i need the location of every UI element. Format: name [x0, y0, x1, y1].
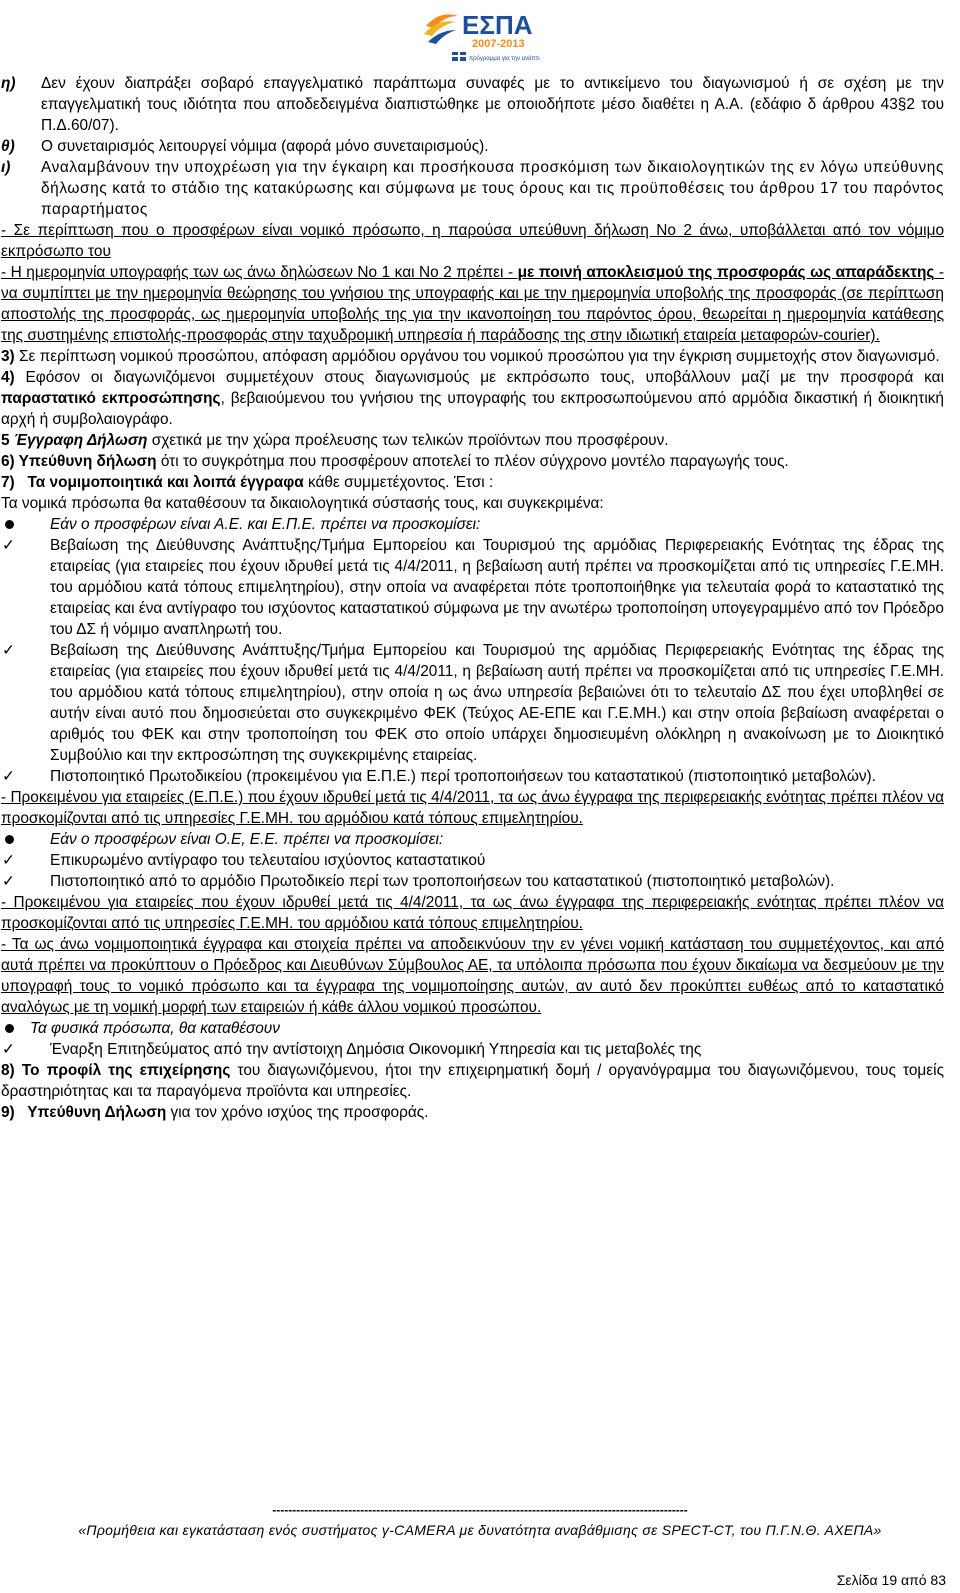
paragraph-number: 8) — [1, 1062, 15, 1079]
paragraph-bold: Τα νομιμοποιητικά και λοιπά έγγραφα — [14, 474, 304, 491]
paragraph-3 — [1, 346, 944, 367]
paragraph-bold: Έγγραφη Δήλωση — [9, 432, 148, 449]
check-item — [1, 535, 944, 640]
bullet-text: Εάν ο προσφέρων είναι Ο.Ε, Ε.Ε. πρέπει να προσκομίσει: — [50, 831, 444, 848]
check-text: Έναρξη Επιτηδεύματος από την αντίστοιχη Δημόσια Οικονομική Υπηρεσία και τις μεταβολές της — [50, 1041, 702, 1058]
checkmark-icon: ✓ — [2, 873, 15, 890]
svg-text:2007-2013: 2007-2013 — [472, 38, 525, 50]
checkmark-icon: ✓ — [2, 852, 15, 869]
paragraph-number: 6) — [1, 453, 15, 470]
check-text: Πιστοποιητικό από το αρμόδιο Πρωτοδικείο περί των τροποποιήσεων του καταστατικού (πιστοποιητικό μεταβολών). — [50, 873, 835, 890]
svg-text:ΕΣΠΑ: ΕΣΠΑ — [462, 10, 533, 40]
page-number: Σελίδα 19 από 83 — [836, 1572, 946, 1588]
paragraph-text: Σε περίπτωση νομικού προσώπου, απόφαση αρμόδιου οργάνου του νομικού προσώπου για την έγκριση συμμετοχής στον διαγωνισμό. — [14, 348, 940, 365]
paragraph-number: 3) — [1, 348, 15, 365]
paragraph-text: για τον χρόνο ισχύος της προσφοράς. — [166, 1104, 429, 1121]
note-signature-date — [1, 262, 944, 346]
item-label: η) — [1, 75, 16, 92]
espa-logo — [422, 4, 540, 64]
footer-title: «Προμήθεια και εγκατάσταση ενός συστήματος γ-CAMERA με δυνατότητα αναβάθμισης σε SPECT-CT, του Π.Γ.Ν.Θ. ΑΧΕΠΑ» — [78, 1522, 882, 1538]
paragraph-9 — [1, 1102, 944, 1123]
bullet-item — [1, 514, 944, 535]
bullet-text: Τα φυσικά πρόσωπα, θα καταθέσουν — [30, 1020, 280, 1037]
svg-text:πρόγραμμα για την ανάπτυξη: πρόγραμμα για την ανάπτυξη — [469, 56, 540, 62]
note-bold: με ποινή αποκλεισμού της προσφοράς ως απαράδεκτης — [517, 264, 935, 281]
paragraph-bold: Το προφίλ της επιχείρησης — [14, 1062, 231, 1079]
check-item — [1, 1039, 944, 1060]
note-post: - να συμπίπτει με την ημερομηνία θεώρησης του γνήσιου της υπογραφής και με την ημερομηνία υποβολής της προσφοράς (σε περίπτωση αποστολής της προσφοράς, ως ημερομηνία υποβολής της για την ικανοποίηση του παρόντος όρου, θεωρείται η ημερομηνία κατάθεσης της συστημένης επιστολής-προσφοράς στην ταχυδρομική υπηρεσία ή παράδοσης της στην ιδιωτική εταιρεία μεταφορών-courier). — [1, 264, 945, 344]
check-item — [1, 871, 944, 892]
check-text: Βεβαίωση της Διεύθυνσης Ανάπτυξης/Τμήμα Εμπορείου και Τουρισμού της αρμόδιας Περιφερειακής Ενότητας της έδρας της εταιρείας (για εταιρείες που έχουν ιδρυθεί μετά τις 4/4/2011, η βεβαίωση αυτή πρέπει να προσκομίζεται από τις υπηρεσίες Γ.Ε.ΜΗ. του αρμόδιου κατά τόπους επιμελητηρίου), στην οποία η ως άνω υπηρεσία βεβαιώνει ότι το τελευταίο ΔΣ που έχει υποβληθεί σε αυτήν είναι αυτό που δημοσιεύεται στο συγκεκριμένο ΦΕΚ (Τεύχος ΑΕ-ΕΠΕ και Γ.Ε.ΜΗ.) και στην οποία βεβαίωση αναφέρεται ο αριθμός του ΦΕΚ και στην τροποποίηση του ΦΕΚ στο οποίο υπάρχει δημοσιευμένη ολόκληρη η ανακοίνωση με το Διοικητικό Συμβούλιο και την εκπροσώπηση της συγκεκριμένης εταιρείας. — [50, 642, 944, 764]
note-oe: - Προκειμένου για εταιρείες που έχουν ιδρυθεί μετά τις 4/4/2011, τα ως άνω έγγραφα της περιφερειακής ενότητας πρέπει πλέον να προσκομίζονται από τις υπηρεσίες Γ.Ε.ΜΗ. του αρμόδιου κατά τόπους επιμελητηρίου. — [1, 894, 944, 932]
paragraph-text: του διαγωνιζόμενου, ήτοι την επιχειρηματική δομή / οργανόγραμμα του διαγωνιζόμενου, τους τομείς δραστηριότητας και τα παραγόμενα προϊόντα και υπηρεσίες. — [1, 1062, 944, 1100]
item-text: Ο συνεταιρισμός λειτουργεί νόμιμα (αφορά μόνο συνεταιρισμούς). — [41, 138, 489, 155]
check-item — [1, 766, 944, 787]
paragraph-text: ότι το συγκρότημα που προσφέρουν αποτελεί το πλέον σύγχρονο μοντέλο παραγωγής τους. — [156, 453, 789, 470]
paragraph-5 — [1, 430, 944, 451]
paragraph-7 — [1, 472, 944, 493]
paragraph-7-intro: Τα νομικά πρόσωπα θα καταθέσουν τα δικαιολογητικά σύστασής τους, και συγκεκριμένα: — [1, 495, 604, 512]
bullet-dot-icon — [1, 829, 50, 850]
check-item — [1, 850, 944, 871]
note-pre: - Η ημερομηνία υπογραφής των ως άνω δηλώσεων Νο 1 και Νο 2 πρέπει - — [1, 264, 518, 281]
paragraph-8 — [1, 1060, 944, 1102]
paragraph-text: Εφόσον οι διαγωνιζόμενοι συμμετέχουν στους διαγωνισμούς με εκπρόσωπο τους, υποβάλλουν μαζί με την προσφορά και — [14, 369, 944, 386]
checkmark-icon: ✓ — [2, 537, 15, 554]
paragraph-number: 4) — [1, 369, 15, 386]
paragraph-number: 7) — [1, 474, 15, 491]
paragraph-bold: Υπεύθυνη δήλωση — [14, 453, 157, 470]
paragraph-bold: παραστατικό εκπροσώπησης — [1, 390, 221, 407]
footer-rule: -------------------------------------------------------------------------------------------------------- — [272, 1503, 688, 1517]
paragraph-6 — [1, 451, 944, 472]
item-text: Δεν έχουν διαπράξει σοβαρό επαγγελματικό παράπτωμα συναφές με το αντικείμενο του διαγωνισμού ή σε σχέση με την επαγγελματική τους ιδιότητα που αποδεδειγμένα διαπιστώθηκε με οποιοδήποτε μέσο διαθέτει η Α.Α. (εδάφιο δ άρθρου 43§2 του Π.Δ.60/07). — [41, 75, 944, 134]
checkmark-icon: ✓ — [2, 768, 15, 785]
list-item-theta — [1, 136, 944, 157]
bullet-item — [1, 1018, 944, 1039]
check-text: Βεβαίωση της Διεύθυνσης Ανάπτυξης/Τμήμα Εμπορείου και Τουρισμού της αρμόδιας Περιφερειακής Ενότητας της έδρας της εταιρείας (για εταιρείες που έχουν ιδρυθεί μετά τις 4/4/2011, η βεβαίωση αυτή πρέπει να προσκομίζεται από τις υπηρεσίες Γ.Ε.ΜΗ. του αρμόδιου κατά τόπους επιμελητηρίου), στην οποία να αναφέρεται πότε τροποποιήθηκε για τελευταία φορά το καταστατικό της εταιρείας και ένα αντίγραφο του ισχύοντος καταστατικού σύμφωνα με την ανωτέρω τροποποίηση υπογεγραμμένο από τον Πρόεδρο του ΔΣ ή νόμιμο αναπληρωτή του. — [50, 537, 944, 638]
paragraph-text: σχετικά με την χώρα προέλευσης των τελικών προϊόντων που προσφέρουν. — [147, 432, 669, 449]
paragraph-text: , βεβαιούμενου του γνήσιου της υπογραφής του εκπροσωπούμενου από αρμόδια δικαστική ή διοικητική αρχή ή συμβολαιογράφο. — [1, 390, 944, 428]
check-item — [1, 640, 944, 766]
checkmark-icon: ✓ — [2, 1041, 15, 1058]
check-text: Επικυρωμένο αντίγραφο του τελευταίου ισχύοντος καταστατικού — [50, 852, 486, 869]
bullet-item — [1, 829, 944, 850]
paragraph-number: 9) — [1, 1104, 15, 1121]
paragraph-4 — [1, 367, 944, 430]
paragraph-number: 5 — [1, 432, 10, 449]
bullet-dot-icon — [1, 514, 50, 535]
paragraph-bold: Υπεύθυνη Δήλωση — [14, 1104, 167, 1121]
item-text: Αναλαμβάνουν την υποχρέωση για την έγκαιρη και προσήκουσα προσκόμιση των δικαιολογητικών της εν λόγω υπεύθυνης δήλωσης κατά το στάδιο της κατακύρωσης και σύμφωνα με τους όρους και τις προϋποθέσεις του άρθρου 17 του παρόντος παραρτήματος — [41, 159, 944, 218]
item-label: θ) — [1, 138, 15, 155]
note-legal-entity: - Σε περίπτωση που ο προσφέρων είναι νομικό πρόσωπο, η παρούσα υπεύθυνη δήλωση Νο 2 άνω, υποβάλλεται από τον νόμιμο εκπρόσωπο του — [1, 222, 944, 260]
paragraph-text: κάθε συμμετέχοντος. Έτσι : — [303, 474, 494, 491]
list-item-eta — [1, 73, 944, 136]
check-text: Πιστοποιητικό Πρωτοδικείου (προκειμένου για Ε.Π.Ε.) περί τροποποιήσεων του καταστατικού (πιστοποιητικό μεταβολών). — [50, 768, 876, 785]
checkmark-icon: ✓ — [2, 642, 15, 659]
note-legitimation: - Τα ως άνω νομιμοποιητικά έγγραφα και στοιχεία πρέπει να αποδεικνύουν την εν γένει νομική κατάσταση του συμμετέχοντος, και από αυτά πρέπει να προκύπτουν ο Πρόεδρος και Διευθύνων Σύμβουλος ΑΕ, τα υπόλοιπα πρόσωπα που έχουν δικαίωμα να δεσμεύουν με την υπογραφή τους το νομικό πρόσωπο και τα έγγραφα της νομιμοποίησης αυτών, αν αυτό δεν προκύπτει ευθέως από το καταστατικό αναλόγως με τη νομική μορφή των εταιρειών ή κάθε άλλου νομικού προσώπου. — [1, 936, 944, 1016]
espa-logo-graphic — [422, 4, 540, 64]
list-item-iota — [1, 157, 944, 220]
document-body — [1, 73, 944, 1123]
note-epe: - Προκειμένου για εταιρείες (Ε.Π.Ε.) που έχουν ιδρυθεί μετά τις 4/4/2011, τα ως άνω έγγραφα της περιφερειακής ενότητας πρέπει πλέον να προσκομίζονται από τις υπηρεσίες Γ.Ε.ΜΗ. του αρμόδιου κατά τόπους επιμελητηρίου. — [1, 789, 944, 827]
item-label: ι) — [1, 159, 11, 176]
bullet-dot-icon — [1, 1018, 30, 1039]
bullet-text: Εάν ο προσφέρων είναι Α.Ε. και Ε.Π.Ε. πρέπει να προσκομίσει: — [50, 516, 481, 533]
